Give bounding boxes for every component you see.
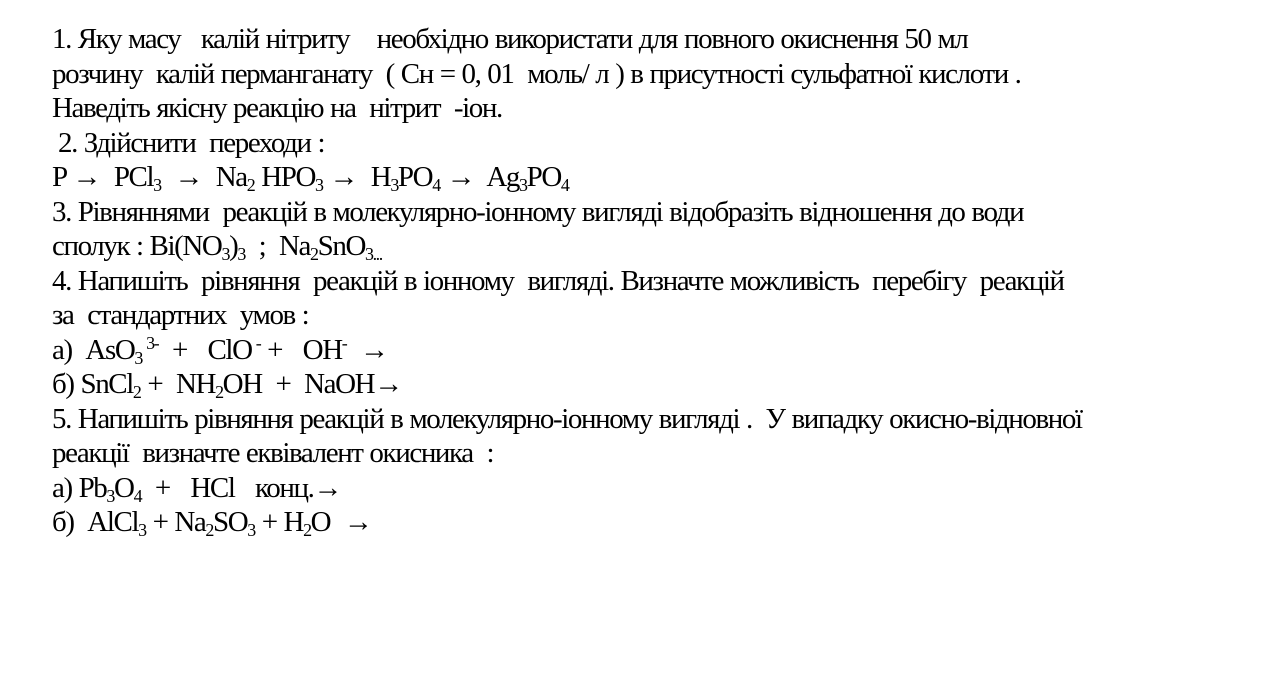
task5a-text: O xyxy=(114,471,134,504)
task4-b xyxy=(52,367,1252,402)
task5b-text: SO xyxy=(212,506,248,538)
task5b-sub: 2 xyxy=(303,520,311,541)
task2-chain xyxy=(52,160,1252,195)
chain-part: PCl xyxy=(113,161,154,193)
task5b-sub: 3 xyxy=(138,520,146,541)
chain-part: → xyxy=(65,161,114,193)
task3-sub: 3... xyxy=(364,244,382,265)
task5-b xyxy=(52,505,1252,540)
task4-a xyxy=(52,333,1252,368)
chain-sub: 4 xyxy=(432,175,440,196)
task4b-text: OH + NaOH→ xyxy=(222,368,402,400)
chain-sub: 2 xyxy=(246,175,255,196)
task4-line2: за стандартних умов : xyxy=(52,299,309,331)
chain-sub: 3 xyxy=(153,175,161,196)
task2-title: 2. Здійснити переходи : xyxy=(58,126,325,159)
task3-line1: 3. Рівняннями реакцій в молекулярно-іонному вигляді відобразіть відношення до води xyxy=(52,195,1024,228)
task4a-sup: 3- xyxy=(142,332,159,353)
task4a-text: → xyxy=(346,333,388,366)
task3-text: ) xyxy=(229,230,238,262)
task5b-text: б) AlCl xyxy=(52,506,139,538)
chain-sub: 3 xyxy=(390,175,398,196)
task3-sub: 2 xyxy=(310,244,318,265)
task4b-sub: 2 xyxy=(215,382,223,403)
task5-a xyxy=(52,471,1252,506)
task3-text: SnO xyxy=(317,230,365,262)
task3-sub: 3 xyxy=(237,244,245,265)
task4b-sub: 2 xyxy=(132,382,141,403)
chain-part: PO xyxy=(397,161,433,193)
chain-part: → Ag xyxy=(439,161,519,193)
task4a-sub: 3 xyxy=(134,347,142,368)
task1-line1: 1. Яку масу калій нітриту необхідно використати для повного окиснення 50 мл xyxy=(52,23,968,55)
task5b-text: O → xyxy=(310,506,372,538)
chain-sub: 3 xyxy=(315,175,323,196)
task4a-text: + OH xyxy=(260,333,342,366)
chain-part: PO xyxy=(526,161,561,193)
task3-line2 xyxy=(52,229,1252,264)
task3-text: сполук : Bi(NO xyxy=(52,230,222,262)
task1-line3: Наведіть якісну реакцію на нітрит -іон. xyxy=(52,92,502,124)
task4b-text: б) SnCl xyxy=(52,368,133,400)
document-body xyxy=(52,22,1252,540)
chain-part: HPO xyxy=(254,161,316,193)
task5a-text: + HCl конц.→ xyxy=(141,471,342,504)
task5a-sub: 3 xyxy=(106,485,115,506)
task4b-text: + NH xyxy=(140,368,216,400)
task4-line1: 4. Напишіть рівняння реакцій в іонному вигляді. Визначте можливість перебігу реакцій xyxy=(52,264,1064,297)
task5b-sub: 2 xyxy=(205,520,213,541)
task5-line1: 5. Напишіть рівняння реакцій в молекулярно-іонному вигляді . У випадку окисно-відновної xyxy=(52,402,1082,435)
task4a-text: + ClO xyxy=(158,333,252,366)
chain-sub: 4 xyxy=(560,175,569,196)
task3-sub: 3 xyxy=(221,244,230,265)
task1-line2: розчину калій перманганату ( Сн = 0, 01 моль/ л ) в присутності сульфатної кислоти . xyxy=(52,57,1021,90)
task4a-text: а) AsO xyxy=(52,333,135,366)
chain-sub: 3 xyxy=(519,175,527,196)
task5b-text: + H xyxy=(254,506,304,538)
chain-part: P xyxy=(52,161,66,193)
task5b-sub: 3 xyxy=(247,520,255,541)
task5-line2: реакції визначте еквівалент окисника : xyxy=(52,437,494,469)
chain-part: → H xyxy=(322,161,391,193)
task4a-sup: - xyxy=(251,332,261,353)
task5a-text: а) Pb xyxy=(52,471,107,504)
task5a-sub: 4 xyxy=(133,485,142,506)
task5b-text: + Na xyxy=(145,506,206,538)
chain-part: → Na xyxy=(160,161,247,193)
task4a-sup: - xyxy=(341,332,347,353)
task3-text: ; Na xyxy=(244,230,311,262)
